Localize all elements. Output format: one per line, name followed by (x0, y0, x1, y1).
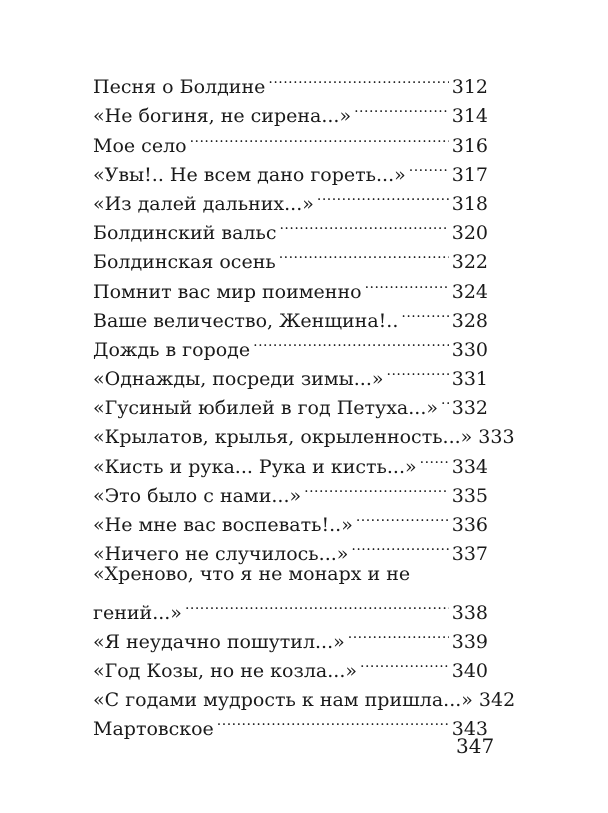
toc-entry-title: Болдинская осень (93, 251, 276, 274)
toc-entry-title: Дождь в городе (93, 338, 251, 361)
toc-entry-page: 342 (478, 689, 516, 712)
dot-leader (420, 443, 449, 472)
toc-entry-title: Помнит вас мир поименно (93, 280, 362, 303)
toc-entry-page: 331 (451, 368, 488, 391)
dot-leader (185, 589, 449, 618)
toc-entry-title: «Однажды, посреди зимы...» (93, 368, 384, 391)
dot-leader (387, 356, 449, 385)
toc-entry-title: «Из далей дальних...» (93, 192, 314, 215)
toc-entry-title: «Это было с нами...» (93, 484, 302, 507)
table-of-contents (93, 64, 516, 741)
toc-entry-page: 338 (451, 601, 488, 624)
toc-entry-title: «Кисть и рука... Рука и кисть...» (93, 455, 417, 478)
dot-leader (317, 181, 449, 210)
dot-leader (279, 239, 449, 268)
toc-entry-title: «Гусиный юбилей в год Петуха...» (93, 397, 438, 420)
dot-leader (351, 531, 448, 560)
toc-entry-page: 335 (451, 484, 488, 507)
toc-entry-page: 312 (451, 76, 488, 99)
dot-leader (356, 502, 449, 531)
toc-entry-line2 (93, 589, 488, 624)
toc-entry-page: 314 (451, 105, 488, 128)
toc-entry-page: 316 (451, 134, 488, 157)
toc-entry-title: Мартовское (93, 718, 214, 741)
toc-entry-page: 318 (451, 192, 488, 215)
toc-entry-page: 317 (451, 163, 488, 186)
dot-leader (190, 122, 449, 151)
toc-entry-page: 333 (478, 426, 515, 449)
toc-entry-page: 339 (451, 630, 488, 653)
toc-entry-title: «Не мне вас воспевать!..» (93, 514, 353, 536)
dot-leader (409, 152, 449, 181)
toc-entry-page: 322 (451, 251, 488, 274)
toc-entry-page: 328 (451, 309, 488, 332)
dot-leader (441, 385, 449, 414)
toc-entry-page: 320 (451, 222, 488, 245)
toc-entry-title: «Год Козы, но не козла...» (93, 659, 357, 682)
toc-entry-title: «Не богиня, не сирена...» (93, 105, 352, 128)
toc-entry-title: Болдинский вальс (93, 222, 277, 245)
toc-entry-title-continued: гений...» (93, 601, 182, 624)
toc-entry-title: Ваше величество, Женщина!.. (93, 309, 399, 332)
dot-leader (348, 619, 449, 648)
dot-leader (365, 268, 449, 297)
dot-leader (253, 327, 449, 356)
page-number: 347 (456, 734, 495, 758)
dot-leader (354, 93, 449, 122)
toc-entry-page: 337 (451, 543, 488, 566)
toc-entry-title: «Ничего не случилось...» (93, 543, 349, 566)
dot-leader (401, 298, 448, 327)
toc-entry-page: 336 (451, 514, 488, 536)
toc-entry-title: Мое село (93, 134, 187, 157)
toc-entry-page: 330 (451, 338, 488, 361)
toc-entry (93, 64, 488, 99)
dot-leader (268, 64, 448, 93)
toc-entry-page: 334 (451, 455, 488, 478)
toc-entry-page: 340 (451, 659, 488, 682)
toc-entry-title: «С годами мудрость к нам пришла...» (93, 689, 473, 712)
dot-leader (360, 648, 449, 677)
dot-leader (304, 473, 449, 502)
toc-entry-title: Песня о Болдине (93, 76, 266, 99)
dot-leader (217, 706, 449, 735)
dot-leader (279, 210, 448, 239)
toc-entry-title: «Хреново, что я не монарх и не (93, 563, 411, 586)
toc-entry-title: «Увы!.. Не всем дано гореть...» (93, 163, 406, 186)
toc-entry-line1 (93, 560, 488, 589)
toc-entry-title: «Я неудачно пошутил...» (93, 630, 345, 653)
toc-entry-page: 332 (451, 397, 488, 420)
toc-entry-title: «Крылатов, крылья, окрыленность...» (93, 426, 473, 449)
toc-entry-page: 324 (451, 280, 488, 303)
toc-entry-page: 343 (451, 718, 488, 741)
